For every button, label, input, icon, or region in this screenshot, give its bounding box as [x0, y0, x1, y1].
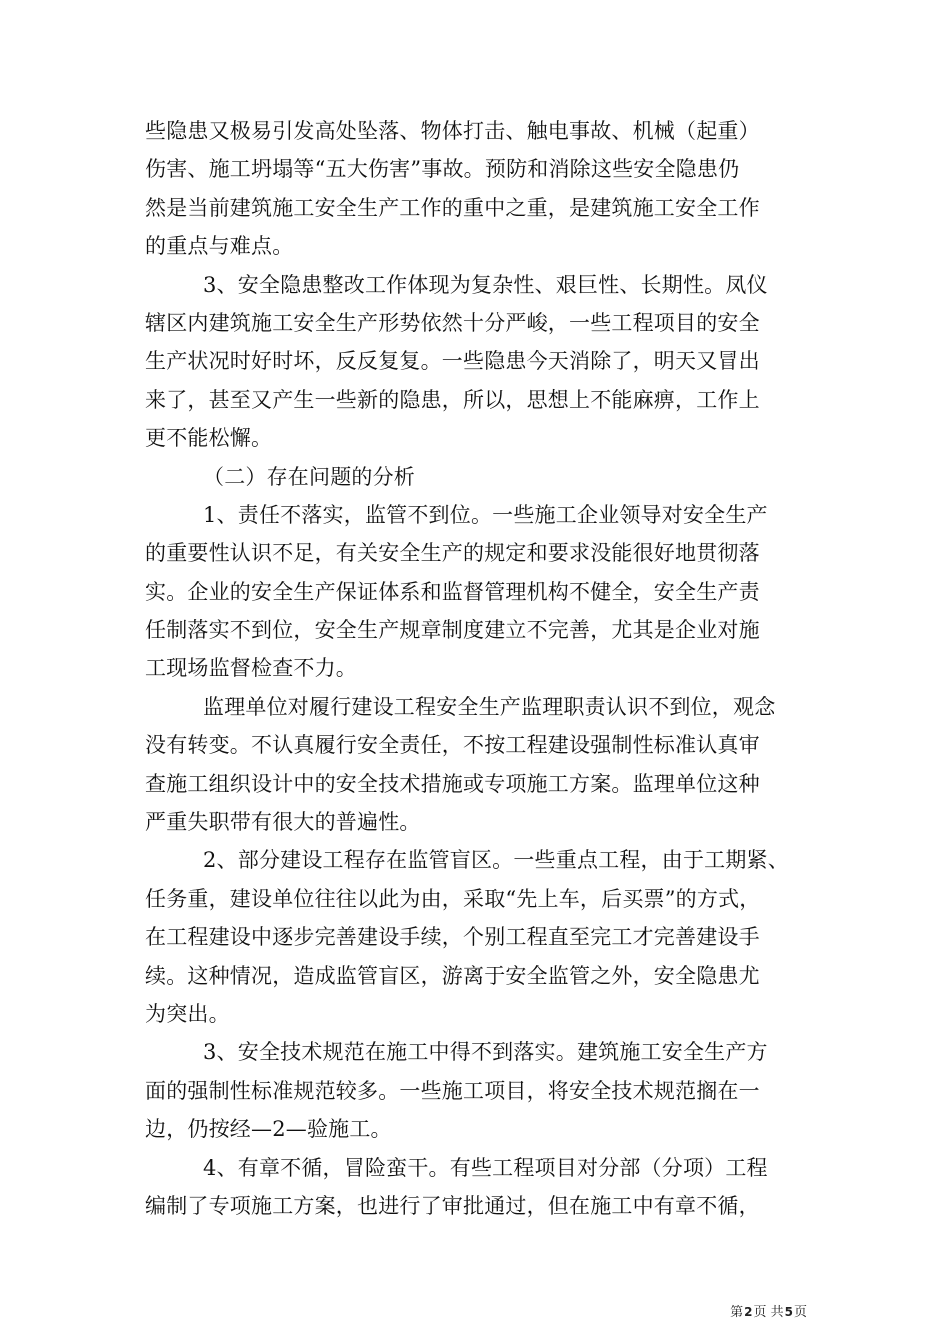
text-line: 的重要性认识不足，有关安全生产的规定和要求没能很好地贯彻落 — [145, 541, 760, 566]
text-line: 伤害、施工坍塌等“五大伤害”事故。预防和消除这些安全隐患仍 — [145, 157, 740, 182]
text-line: 为突出。 — [145, 1001, 230, 1026]
text-line: 来了，甚至又产生一些新的隐患，所以，思想上不能麻痹，工作上 — [145, 387, 760, 412]
text-line: 的重点与难点。 — [145, 234, 294, 259]
footer-suffix: 页 — [793, 1305, 807, 1320]
paragraph-start-line: 4、有章不循，冒险蛮干。有些工程项目对分部（分项）工程 — [203, 1155, 768, 1180]
text-line: 查施工组织设计中的安全技术措施或专项施工方案。监理单位这种 — [145, 771, 760, 796]
document-body — [145, 112, 810, 1225]
paragraph-start-line: 监理单位对履行建设工程安全生产监理职责认识不到位，观念 — [203, 694, 776, 719]
footer-middle: 页 共 — [753, 1305, 784, 1320]
text-line: 工现场监督检查不力。 — [145, 656, 357, 681]
text-line: 然是当前建筑施工安全生产工作的重中之重，是建筑施工安全工作 — [145, 195, 760, 220]
current-page-number: 2 — [744, 1305, 753, 1319]
paragraph-start-line: 3、安全技术规范在施工中得不到落实。建筑施工安全生产方 — [203, 1040, 768, 1065]
text-line: 些隐患又极易引发高处坠落、物体打击、触电事故、机械（起重） — [145, 119, 760, 143]
text-line: 续。这种情况，造成监管盲区，游离于安全监管之外，安全隐患尤 — [145, 963, 760, 988]
text-line: 在工程建设中逐步完善建设手续，个别工程直至完工才完善建设手 — [145, 925, 760, 950]
text-line: 更不能松懈。 — [145, 426, 273, 451]
text-line: 边，仍按经—2—验施工。 — [145, 1117, 392, 1142]
text-line: 辖区内建筑施工安全生产形势依然十分严峻，一些工程项目的安全 — [145, 310, 760, 335]
page-footer — [730, 1304, 807, 1321]
text-line: 任务重，建设单位往往以此为由，采取“先上车，后买票”的方式， — [145, 886, 761, 911]
text-line: 严重失职带有很大的普遍性。 — [145, 810, 421, 835]
text-line: 任制落实不到位，安全生产规章制度建立不完善，尤其是企业对施 — [145, 618, 760, 643]
paragraph-start-line: 2、部分建设工程存在监管盲区。一些重点工程，由于工期紧、 — [203, 848, 789, 873]
text-line: 实。企业的安全生产保证体系和监督管理机构不健全，安全生产责 — [145, 579, 760, 604]
text-line: 没有转变。不认真履行安全责任，不按工程建设强制性标准认真审 — [145, 733, 760, 758]
text-line: 生产状况时好时坏，反反复复。一些隐患今天消除了，明天又冒出 — [145, 349, 760, 374]
total-page-count: 5 — [784, 1305, 793, 1319]
paragraph-start-line: 1、责任不落实，监管不到位。一些施工企业领导对安全生产 — [203, 502, 768, 527]
text-line: 面的强制性标准规范较多。一些施工项目，将安全技术规范搁在一 — [145, 1078, 760, 1103]
text-line: 编制了专项施工方案，也进行了审批通过，但在施工中有章不循， — [145, 1193, 760, 1218]
section-heading: （二）存在问题的分析 — [203, 464, 415, 489]
footer-prefix: 第 — [730, 1305, 744, 1320]
paragraph-start-line: 3、安全隐患整改工作体现为复杂性、艰巨性、长期性。凤仪 — [203, 272, 768, 297]
